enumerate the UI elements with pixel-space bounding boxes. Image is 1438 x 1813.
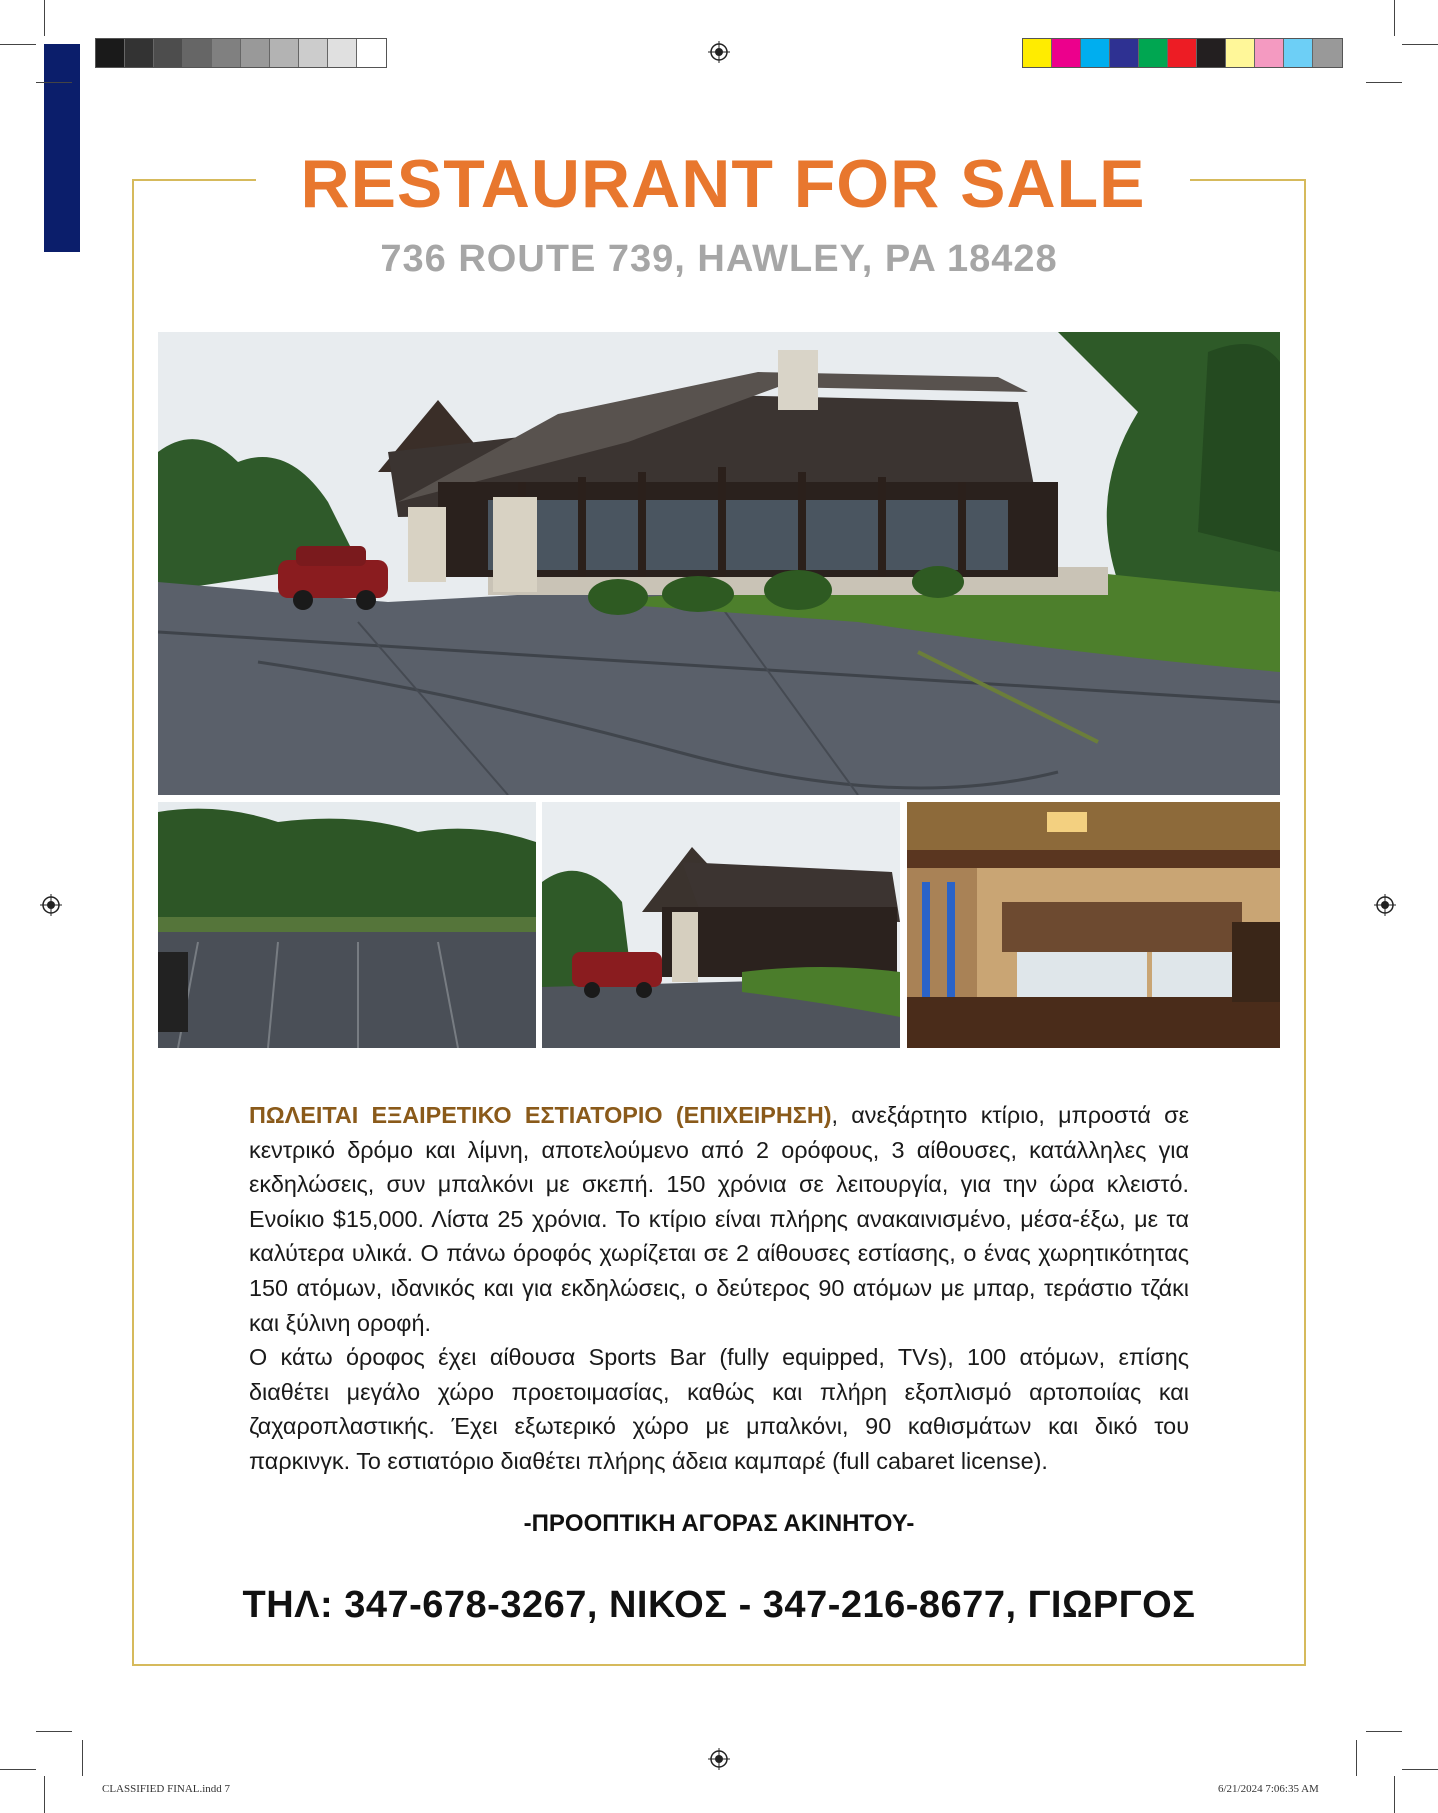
color-swatch bbox=[270, 39, 299, 67]
color-swatch bbox=[1023, 39, 1052, 67]
description-text: , ανεξάρτητο κτίριο, μπροστά σε κεντρικό δρόμο και λίμνη, αποτελούμενο από 2 ορόφους, 3 αίθουσες, κατάλληλες για εκδηλώσεις, συν μπαλκόνι με σκεπή. 150 χρόνια σε λειτουργία, για την ώρα κλειστό. Ενοίκιο $15,000. Λίστα 25 χρόνια. Το κτίριο είναι πλήρης ανακαινισμένο, μέσα-έξω, με τα καλύτερα υλικά. Ο πάνω όροφός χωρίζεται σε 2 αίθουσες εστίασης, ο ένας χωρητικότητας 150 ατόμων, ιδανικός και για εκδηλώσεις, ο δεύτερος 90 ατόμων με μπαρ, τεράστιο τζάκι και ξύλινη οροφή. bbox=[249, 1102, 1189, 1336]
color-swatch bbox=[212, 39, 241, 67]
ad-title: RESTAURANT FOR SALE bbox=[300, 146, 1146, 222]
gray-color-bar bbox=[95, 38, 387, 68]
registration-mark-icon bbox=[1374, 894, 1396, 916]
crop-mark bbox=[1402, 1769, 1438, 1770]
registration-mark-icon bbox=[40, 894, 62, 916]
description-paragraph bbox=[249, 1098, 1189, 1340]
print-slug-timestamp: 6/21/2024 7:06:35 AM bbox=[1218, 1783, 1319, 1795]
color-swatch bbox=[125, 39, 154, 67]
color-swatch bbox=[357, 39, 386, 67]
color-swatch bbox=[1255, 39, 1284, 67]
crop-mark bbox=[1402, 44, 1438, 45]
color-swatch bbox=[96, 39, 125, 67]
photo-parking-lot bbox=[158, 802, 536, 1048]
crop-mark bbox=[36, 1731, 72, 1732]
crop-mark bbox=[0, 1769, 36, 1770]
color-swatch bbox=[1052, 39, 1081, 67]
contact-phones: ΤΗΛ: 347-678-3267, ΝΙΚΟΣ - 347-216-8677, ΓΙΩΡΓΟΣ bbox=[242, 1584, 1196, 1626]
property-address: 736 ROUTE 739, HAWLEY, PA 18428 bbox=[380, 238, 1058, 280]
color-swatch bbox=[299, 39, 328, 67]
crop-mark bbox=[44, 1776, 45, 1813]
color-swatch bbox=[1226, 39, 1255, 67]
printer-side-bar bbox=[44, 44, 80, 252]
crop-mark bbox=[1366, 1731, 1402, 1732]
property-description bbox=[249, 1098, 1189, 1479]
crop-mark bbox=[1366, 82, 1402, 83]
crop-mark bbox=[0, 44, 36, 45]
crop-mark bbox=[36, 82, 72, 83]
frame-top-rule bbox=[1190, 179, 1306, 181]
print-slug-file: CLASSIFIED FINAL.indd 7 bbox=[102, 1783, 231, 1795]
color-swatch bbox=[1168, 39, 1197, 67]
color-swatch bbox=[1197, 39, 1226, 67]
color-swatch bbox=[1313, 39, 1342, 67]
color-swatch bbox=[1139, 39, 1168, 67]
color-swatch bbox=[1110, 39, 1139, 67]
color-swatch bbox=[183, 39, 212, 67]
color-swatch bbox=[328, 39, 357, 67]
color-swatch bbox=[1284, 39, 1313, 67]
color-swatch bbox=[1081, 39, 1110, 67]
photo-building-side bbox=[542, 802, 900, 1048]
color-swatch bbox=[241, 39, 270, 67]
description-paragraph-2: Ο κάτω όροφος έχει αίθουσα Sports Bar (fully equipped, TVs), 100 ατόμων, επίσης διαθέτει μεγάλο χώρο προετοιμασίας, καθώς και πλήρη εξοπλισμό αρτοποιίας και ζαχαροπλαστικής. Έχει εξωτερικό χώρο με μπαλκόνι, 90 καθισμάτων και δικό του παρκινγκ. Το εστιατόριο διαθέτει πλήρης άδεια καμπαρέ (full cabaret license). bbox=[249, 1344, 1189, 1474]
frame-top-rule bbox=[132, 179, 256, 181]
crop-mark bbox=[44, 0, 45, 36]
process-color-bar bbox=[1022, 38, 1343, 68]
crop-mark bbox=[1394, 0, 1395, 36]
registration-mark-icon bbox=[708, 1748, 730, 1770]
crop-mark bbox=[1356, 1740, 1357, 1776]
main-photo-building bbox=[158, 332, 1280, 795]
crop-mark bbox=[82, 1740, 83, 1776]
photo-interior-bakery bbox=[907, 802, 1280, 1048]
crop-mark bbox=[1394, 1776, 1395, 1813]
color-swatch bbox=[154, 39, 183, 67]
tagline: -ΠΡΟΟΠΤΙΚΗ ΑΓΟΡΑΣ ΑΚΙΝΗΤΟΥ- bbox=[523, 1510, 915, 1537]
description-lead: ΠΩΛΕΙΤΑΙ ΕΞΑΙΡΕΤΙΚΟ ΕΣΤΙΑΤΟΡΙΟ (ΕΠΙΧΕΙΡΗΣΗ) bbox=[249, 1102, 832, 1128]
registration-mark-icon bbox=[708, 41, 730, 63]
